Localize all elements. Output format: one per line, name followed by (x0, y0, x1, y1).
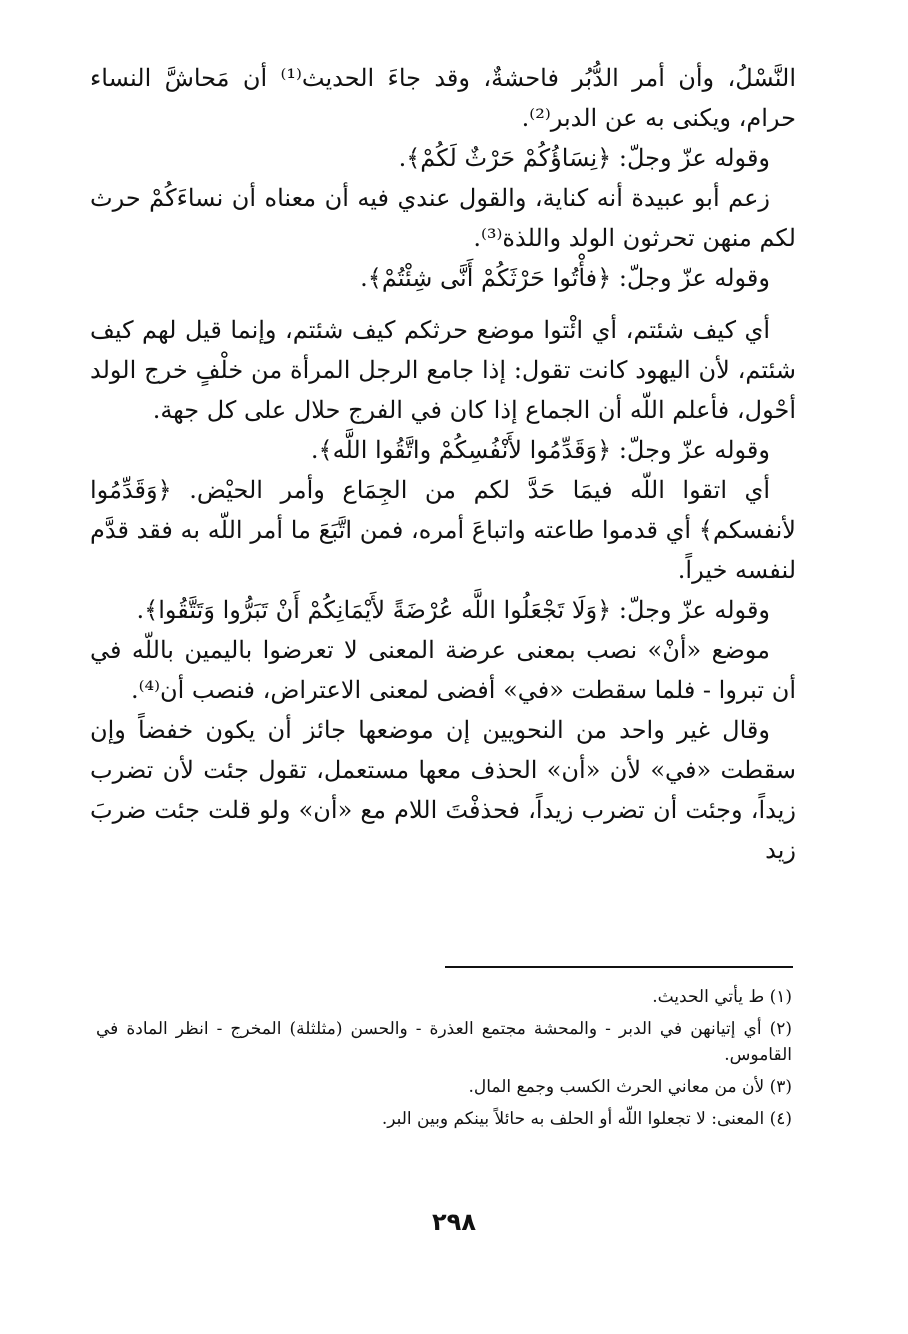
quran-verse-1: وقوله عزّ وجلّ: ﴿نِسَاؤُكُمْ حَرْثٌ لَكُمْ﴾. (398, 144, 770, 172)
footnote-3: (٣) لأن من معاني الحرث الكسب وجمع المال. (468, 1077, 792, 1097)
footnotes (96, 984, 792, 1138)
footnote-1: (١) ط يأتي الحديث. (652, 987, 792, 1007)
page-number: ٢٩٨ (432, 1208, 476, 1236)
footnote-4: (٤) المعنى: لا تجعلوا اللّه أو الحلف به حائلاً بينكم وبين البر. (381, 1109, 792, 1129)
paragraph-5: موضع «أنْ» نصب بمعنى عرضة المعنى لا تعرضوا باليمين باللّه في أن تبروا - فلما سقطت «في» أفضى لمعنى الاعتراض، فنصب أن⁽⁴⁾. (90, 636, 796, 704)
footnote-2: (٢) أي إتيانهن في الدبر - والمحشة مجتمع العذرة - والحسن (مثلثلة) المخرج - انظر المادة في القاموس. (96, 1019, 792, 1065)
paragraph-1: النَّسْلُ، وأن أمر الدُّبُر فاحشةٌ، وقد جاءَ الحديث⁽¹⁾ أن مَحاشَّ النساء حرام، ويكنى به عن الدبر⁽²⁾. (90, 64, 797, 132)
main-text (90, 58, 796, 870)
paragraph-6: وقال غير واحد من النحويين إن موضعها جائز أن يكون خفضاً وإن سقطت «في» لأن «أن» الحذف معها مستعمل، تقول جئت لأن تضرب زيداً، وجئت أن تضرب زيداً، فحذفْتَ اللام مع «أن» ولو قلت جئت ضربَ زيد (90, 716, 796, 864)
quran-verse-3: وقوله عزّ وجلّ: ﴿وَقَدِّمُوا لأَنْفُسِكُمْ واتَّقُوا اللَّه﴾. (310, 436, 770, 464)
quran-verse-2: وقوله عزّ وجلّ: ﴿فأْتُوا حَرْثَكُمْ أَنَّى شِئْتُمْ﴾. (360, 264, 770, 292)
paragraph-2: زعم أبو عبيدة أنه كناية، والقول عندي فيه أن معناه أن نساءَكُمْ حرث لكم منهن تحرثون الولد واللذة⁽³⁾. (90, 184, 796, 252)
quran-verse-4: وقوله عزّ وجلّ: ﴿وَلَا تَجْعَلُوا اللَّه عُرْضَةً لأَيْمَانِكُمْ أَنْ تَبَرُّوا وَتَتَّقُوا﴾. (136, 596, 770, 624)
footnote-separator (445, 966, 793, 968)
paragraph-4: أي اتقوا اللّه فيمَا حَدَّ لكم من الجِمَاع وأمر الحيْض. ﴿وَقَدِّمُوا لأنفسكم﴾ أي قدموا طاعته واتباعَ أمره، فمن اتَّبَعَ ما أمر اللّه به فقد قدَّم لنفسه خيراً. (90, 476, 796, 584)
paragraph-3: أي كيف شئتم، أي ائْتوا موضع حرثكم كيف شئتم، وإنما قيل لهم كيف شئتم، لأن اليهود كانت تقول: إذا جامع الرجل المرأة من خلْفٍ خرج الولد أحْول، فأعلم اللّه أن الجماع إذا كان في الفرج حلال على كل جهة. (90, 316, 796, 424)
